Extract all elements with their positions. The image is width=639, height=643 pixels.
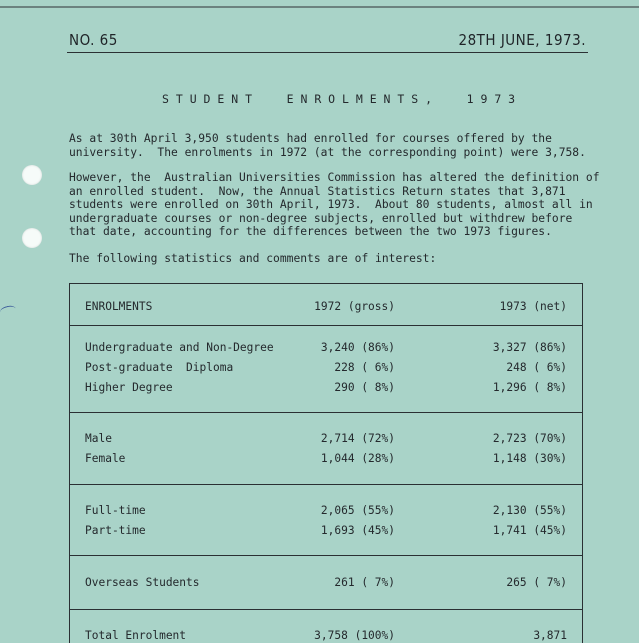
document-date: 28TH JUNE, 1973. bbox=[458, 31, 586, 49]
table-cell-1973: 3,871 bbox=[533, 629, 567, 642]
table-divider bbox=[70, 412, 582, 413]
header-rule bbox=[67, 52, 588, 53]
table-header-1973: 1973 (net) bbox=[499, 300, 567, 313]
table-cell-1973: 2,723 (70%) bbox=[492, 432, 567, 445]
pen-mark bbox=[0, 304, 17, 316]
table-row-label: Post-graduate Diploma bbox=[85, 361, 234, 374]
table-cell-1972: 290 ( 8%) bbox=[334, 381, 395, 394]
table-cell-1972: 261 ( 7%) bbox=[334, 576, 395, 589]
table-row-label: Full-time bbox=[85, 504, 146, 517]
table-row-label: Total Enrolment bbox=[85, 629, 187, 642]
table-divider bbox=[70, 555, 582, 556]
table-row-label: Higher Degree bbox=[85, 381, 173, 394]
table-row-label: Female bbox=[85, 452, 126, 465]
table-cell-1972: 2,065 (55%) bbox=[320, 504, 395, 517]
table-row-label: Part-time bbox=[85, 524, 146, 537]
table-cell-1972: 1,044 (28%) bbox=[320, 452, 395, 465]
table-cell-1973: 1,148 (30%) bbox=[492, 452, 567, 465]
table-cell-1972: 3,758 (100%) bbox=[314, 629, 395, 642]
enrolments-table bbox=[69, 283, 583, 643]
punch-hole bbox=[22, 228, 42, 248]
table-cell-1973: 248 ( 6%) bbox=[506, 361, 567, 374]
table-header-label: ENROLMENTS bbox=[85, 300, 153, 313]
table-cell-1973: 2,130 (55%) bbox=[492, 504, 567, 517]
table-divider bbox=[70, 484, 582, 485]
page-title: S T U D E N T E N R O L M E N T S , 1 9 7 3 bbox=[162, 92, 516, 106]
table-cell-1972: 2,714 (72%) bbox=[320, 432, 395, 445]
paragraph-intro: As at 30th April 3,950 students had enrolled for courses offered by the university. The enrolments in 1972 (at the corresponding point) were 3,758. bbox=[69, 132, 586, 159]
table-row-label: Male bbox=[85, 432, 112, 445]
table-cell-1973: 3,327 (86%) bbox=[492, 341, 567, 354]
paragraph-statistics-lead: The following statistics and comments are of interest: bbox=[69, 252, 437, 265]
punch-hole bbox=[22, 165, 42, 185]
table-cell-1973: 1,741 (45%) bbox=[492, 524, 567, 537]
table-divider bbox=[70, 609, 582, 610]
document-number: NO. 65 bbox=[69, 31, 118, 49]
paragraph-definition: However, the Australian Universities Commission has altered the definition of an enrolled student. Now, the Annual Statistics Return states that 3,871 students were enrolled on 30th April, 1973. About 80 students, almost all in undergraduate courses or non-degree subjects, enrolled but withdrew before that date, accounting for the differences between the two 1973 figures. bbox=[69, 171, 600, 239]
table-row-label: Undergraduate and Non-Degree bbox=[85, 341, 274, 354]
table-row-label: Overseas Students bbox=[85, 576, 200, 589]
table-cell-1973: 1,296 ( 8%) bbox=[492, 381, 567, 394]
table-cell-1972: 3,240 (86%) bbox=[320, 341, 395, 354]
table-divider bbox=[70, 325, 582, 326]
table-cell-1973: 265 ( 7%) bbox=[506, 576, 567, 589]
top-edge-rule bbox=[0, 6, 639, 8]
table-cell-1972: 228 ( 6%) bbox=[334, 361, 395, 374]
table-header-1972: 1972 (gross) bbox=[314, 300, 395, 313]
table-cell-1972: 1,693 (45%) bbox=[320, 524, 395, 537]
